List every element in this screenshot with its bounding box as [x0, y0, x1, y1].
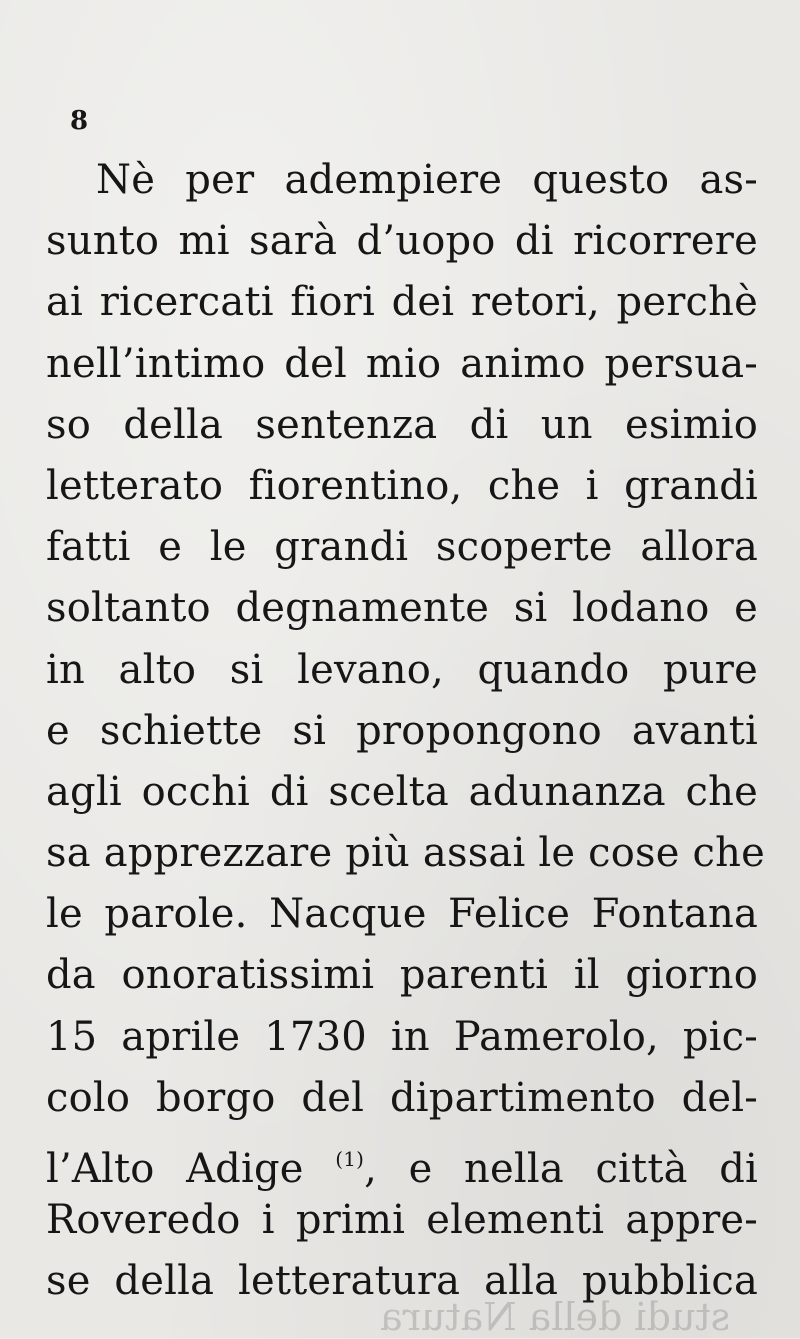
text-line: 15 aprile 1730 in Pamerolo, pic-	[46, 1013, 758, 1060]
text-fragment: , e nella città di	[364, 1146, 758, 1192]
text-line: e schiette si propongono avanti	[46, 707, 758, 754]
text-line: in alto si levano, quando pure	[46, 646, 758, 693]
text-line: Roveredo i primi elementi appre-	[46, 1197, 758, 1244]
text-line: so della sentenza di un esimio	[46, 401, 758, 448]
text-line: sunto mi sarà d’uopo di ricorrere	[46, 218, 758, 265]
text-fragment: l’Alto Adige	[46, 1146, 304, 1192]
footnote-reference: (1)	[335, 1147, 365, 1171]
text-line: le parole. Nacque Felice Fontana	[46, 891, 758, 938]
text-line: nell’intimo del mio animo persua-	[46, 340, 758, 387]
text-line: se della letteratura alla pubblica	[46, 1258, 758, 1305]
text-line: letterato fiorentino, che i grandi	[46, 462, 758, 509]
text-line-with-footnote	[46, 1129, 758, 1190]
text-line: soltanto degnamente si lodano e	[46, 585, 758, 632]
body-text	[46, 150, 765, 1313]
text-line: sa apprezzare più assai le cose che	[46, 830, 765, 877]
text-line: Nè per adempiere questo as-	[96, 157, 758, 203]
text-line: agli occhi di scelta adunanza che	[46, 768, 758, 815]
text-line: da onoratissimi parenti il giorno	[46, 952, 758, 999]
page-number: 8	[70, 106, 89, 136]
text-line: colo borgo del dipartimento del-	[46, 1074, 758, 1121]
bleed-through-text: studi della Natura	[380, 1295, 731, 1339]
text-line: fatti e le grandi scoperte allora	[46, 524, 758, 571]
text-line: ai ricercati fiori dei retori, perchè	[46, 279, 758, 326]
